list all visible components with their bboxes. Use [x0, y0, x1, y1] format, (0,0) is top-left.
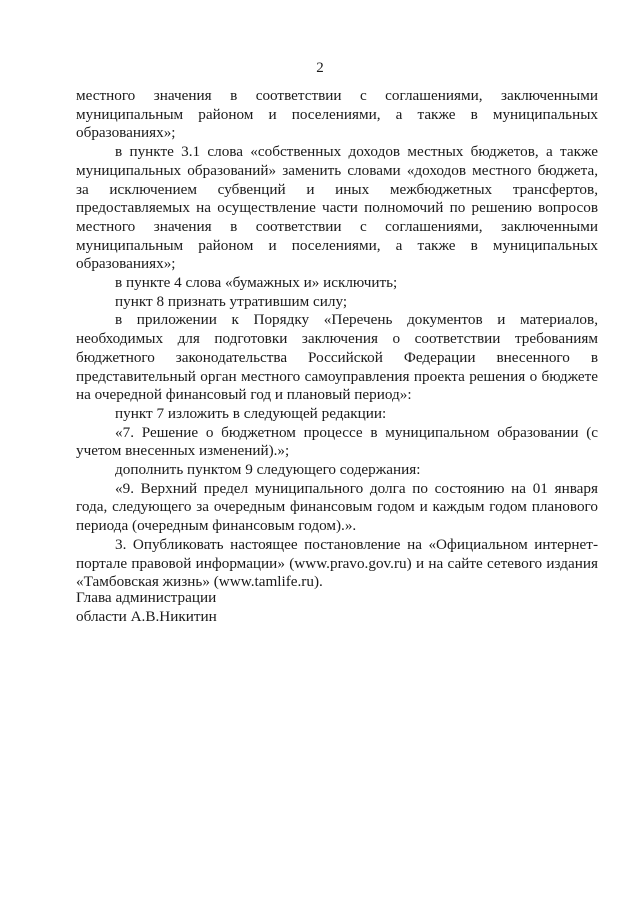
signature-title: Глава администрации [76, 589, 217, 606]
paragraph: в приложении к Порядку «Перечень документов и материалов, необходимых для подготовки заключения о соответствии требованиям бюджетного законодательства Российской Федерации внесенного в представительный орган местного самоуправления проекта решения о бюджете на очередной финансовый год и плановый период»: [76, 311, 598, 404]
paragraph: «7. Решение о бюджетном процессе в муниципальном образовании (с учетом внесенных изменений).»; [76, 423, 598, 460]
paragraph: местного значения в соответствии с соглашениями, заключенными муниципальным районом и поселениями, а также в муниципальных образованиях»; [76, 87, 598, 142]
page-number: 2 [316, 60, 324, 76]
paragraph: в пункте 4 слова «бумажных и» исключить; [115, 274, 398, 292]
paragraph: пункт 7 изложить в следующей редакции: [115, 404, 387, 422]
paragraph: 3. Опубликовать настоящее постановление на «Официальном интернет-портале правовой информации» (www.pravo.gov.ru) и на сайте сетевого издания «Тамбовская жизнь» (www.tamlife.ru). [76, 535, 598, 591]
paragraph: дополнить пунктом 9 следующего содержания: [115, 461, 421, 479]
paragraph: пункт 8 признать утратившим силу; [115, 292, 348, 310]
signature-block [76, 589, 376, 626]
paragraph: «9. Верхний предел муниципального долга по состоянию на 01 января года, следующего за очередным финансовым годом и каждым годом планового периода (очередным финансовым годом).». [76, 479, 598, 535]
document-body [76, 87, 598, 592]
signature-name: области А.В.Никитин [76, 607, 217, 625]
paragraph: в пункте 3.1 слова «собственных доходов местных бюджетов, а также муниципальных образований» заменить словами «доходов местного бюджета, за исключением субвенций и иных межбюджетных трансфертов, предоставляемых на осуществление части полномочий по решению вопросов местного значения в соответствии с соглашениями, заключенными муниципальным районом и поселениями, а также в муниципальных образованиях»; [76, 143, 598, 273]
